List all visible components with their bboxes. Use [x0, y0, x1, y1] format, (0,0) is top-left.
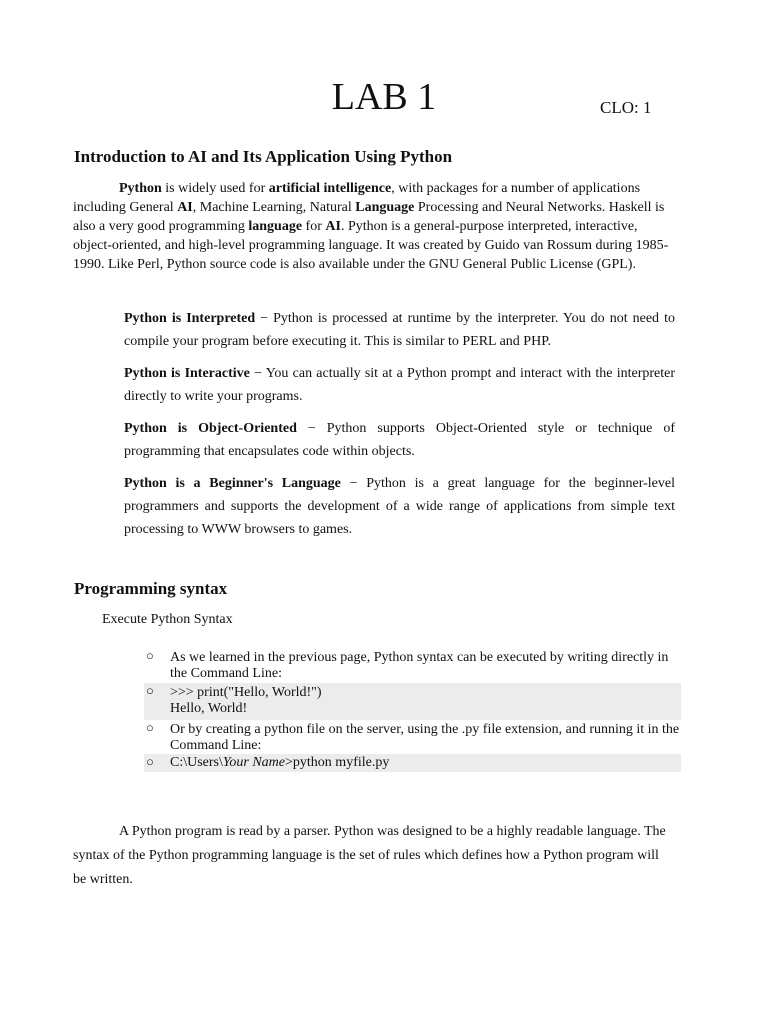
- code-output: Hello, World!: [170, 701, 248, 716]
- syntax-subheading: Execute Python Syntax: [102, 612, 233, 627]
- code-suffix: >python myfile.py: [285, 755, 390, 770]
- clo-label: CLO: 1: [600, 98, 652, 117]
- code-line: >>> print("Hello, World!"): [170, 685, 322, 700]
- code-example-item: [144, 754, 681, 772]
- feature-object-oriented: [124, 417, 675, 463]
- feature-term: Python is Interactive: [124, 366, 250, 381]
- closing-paragraph: A Python program is read by a parser. Python was designed to be a highly readable language. The syntax of the Python programming language is the set of rules which defines how a Python program will be written.: [73, 824, 666, 887]
- feature-desc: − Python supports Object-Oriented style or technique of programming that encapsulates code within objects.: [124, 421, 676, 459]
- feature-beginners: [124, 472, 675, 541]
- feature-term: Python is a Beginner's Language: [124, 476, 341, 491]
- syntax-steps-list: [144, 648, 681, 772]
- step-text: As we learned in the previous page, Python syntax can be executed by writing directly in the Command Line:: [170, 650, 669, 681]
- circle-bullet-icon: ○: [146, 754, 154, 769]
- feature-desc: − You can actually sit at a Python prompt and interact with the interpreter directly to write your programs.: [124, 366, 675, 404]
- circle-bullet-icon: ○: [146, 648, 154, 663]
- circle-bullet-icon: ○: [146, 720, 154, 735]
- syntax-heading: Programming syntax: [74, 579, 228, 598]
- intro-heading: Introduction to AI and Its Application Using Python: [74, 147, 453, 166]
- feature-interpreted: [124, 307, 675, 353]
- feature-term: Python is Interpreted: [124, 311, 256, 326]
- lab-title: LAB 1: [331, 76, 437, 118]
- intro-paragraph: Python is widely used for artificial intelligence, with packages for a number of applications including General AI, Machine Learning, Natural Language Processing and Neural Networks. Haskell is also a very good programming language for AI. Python is a general-purpose interpreted, interactive, object-oriented, and high-level programming language. It was created by Guido van Rossum during 1985- 1990. Like Perl, Python source code is also available under the GNU General Public License (GPL).: [73, 181, 669, 272]
- step-text: Or by creating a python file on the server, using the .py file extension, and running it in the Command Line:: [170, 722, 680, 753]
- code-example-item: [144, 683, 681, 720]
- code-prefix: C:\Users\: [170, 755, 223, 770]
- feature-list: [124, 307, 675, 550]
- list-item: [144, 720, 681, 754]
- feature-desc: − Python is a great language for the beginner-level programmers and supports the development of a wide range of applications from simple text processing to WWW browsers to games.: [124, 476, 675, 537]
- circle-bullet-icon: ○: [146, 683, 154, 698]
- code-placeholder: Your Name: [222, 755, 286, 770]
- feature-desc: − Python is processed at runtime by the interpreter. You do not need to compile your program before executing it. This is similar to PERL and PHP.: [124, 311, 675, 349]
- feature-interactive: [124, 362, 675, 408]
- intro-bold-python: Python: [119, 181, 162, 196]
- intro-bold-ai-term: artificial intelligence: [268, 181, 392, 196]
- feature-term: Python is Object-Oriented: [124, 421, 297, 436]
- list-item: [144, 648, 681, 682]
